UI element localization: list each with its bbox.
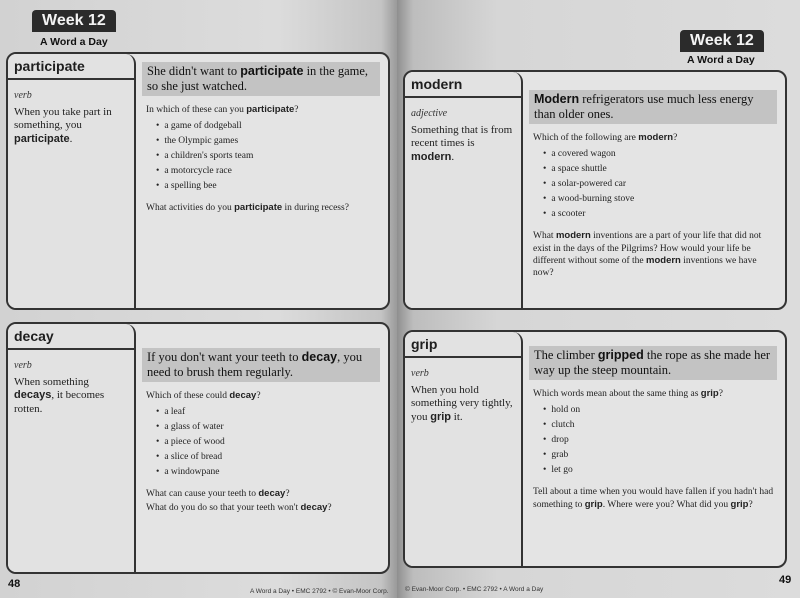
part-of-speech: verb: [411, 368, 429, 379]
list-item: • let go: [543, 463, 777, 478]
card-content: [523, 332, 785, 566]
list-item: • a windowpane: [156, 465, 380, 480]
list-item: • drop: [543, 433, 777, 448]
list-item: • a motorcycle race: [156, 164, 380, 179]
word-card-participate: [6, 52, 390, 310]
example-sentence: She didn't want to participate in the game, so she just watched.: [142, 62, 380, 96]
left-page: [0, 0, 397, 598]
option-list: [543, 403, 777, 478]
card-content: [523, 72, 785, 308]
page-subtitle: A Word a Day: [687, 54, 755, 66]
followup-question: What can cause your teeth to decay?: [146, 488, 290, 500]
card-content: [136, 324, 388, 572]
followup-question-2: What do you do so that your teeth won't decay?: [146, 501, 332, 513]
list-item: • a space shuttle: [543, 162, 777, 177]
vocab-word: decay: [8, 328, 134, 350]
vocab-word: participate: [8, 58, 134, 80]
list-item: • a leaf: [156, 405, 380, 420]
option-list: [156, 405, 380, 480]
list-item: • a solar-powered car: [543, 177, 777, 192]
example-sentence: Modern refrigerators use much less energy than older ones.: [529, 90, 777, 124]
example-sentence: If you don't want your teeth to decay, you need to brush them regularly.: [142, 348, 380, 382]
definition: When you take part in something, you participate.: [14, 106, 112, 145]
list-item: • a spelling bee: [156, 179, 380, 194]
question: In which of these can you participate?: [146, 104, 299, 115]
page-number: 49: [779, 574, 792, 586]
list-item: • a slice of bread: [156, 450, 380, 465]
card-content: [136, 54, 388, 308]
list-item: • a wood-burning stove: [543, 192, 777, 207]
word-card-decay: [6, 322, 390, 574]
word-card-grip: [403, 330, 787, 568]
word-card-modern: [403, 70, 787, 310]
list-item: • hold on: [543, 403, 777, 418]
definition: Something that is from recent times is modern.: [411, 124, 513, 163]
followup-question: What modern inventions are a part of your life that did not exist in the days of the Pilgrims? How would your life be different without some of the modern inventions we have now?: [533, 230, 762, 279]
option-list: [543, 147, 777, 222]
week-label: Week 12: [32, 10, 116, 32]
list-item: • a game of dodgeball: [156, 119, 380, 134]
list-item: • a scooter: [543, 207, 777, 222]
week-label: Week 12: [680, 30, 764, 52]
question: Which of the following are modern?: [533, 132, 678, 143]
page-subtitle: A Word a Day: [40, 36, 108, 48]
definition: When something decays, it becomes rotten.: [14, 376, 105, 415]
question: Which of these could decay?: [146, 390, 261, 401]
list-item: • clutch: [543, 418, 777, 433]
word-column: [8, 324, 136, 572]
option-list: [156, 119, 380, 194]
part-of-speech: verb: [14, 90, 32, 101]
page-footer: A Word a Day • EMC 2792 • © Evan-Moor Corp.: [250, 588, 389, 595]
word-column: [8, 54, 136, 308]
list-item: • a children's sports team: [156, 149, 380, 164]
question: Which words mean about the same thing as grip?: [533, 388, 723, 399]
word-column: [405, 332, 523, 566]
followup-question: Tell about a time when you would have fallen if you hadn't had something to grip. Where were you? What did you grip?: [533, 487, 774, 510]
list-item: • grab: [543, 448, 777, 463]
list-item: • a piece of wood: [156, 435, 380, 450]
example-sentence: The climber gripped the rope as she made her way up the steep mountain.: [529, 346, 777, 380]
list-item: • a covered wagon: [543, 147, 777, 162]
vocab-word: modern: [405, 76, 521, 98]
list-item: • a glass of water: [156, 420, 380, 435]
list-item: • the Olympic games: [156, 134, 380, 149]
vocab-word: grip: [405, 336, 521, 358]
page-footer: © Evan-Moor Corp. • EMC 2792 • A Word a Day: [405, 586, 544, 593]
part-of-speech: verb: [14, 360, 32, 371]
followup-question: What activities do you participate in during recess?: [146, 202, 349, 214]
page-number: 48: [8, 578, 21, 590]
definition: When you hold something very tightly, you grip it.: [411, 384, 513, 423]
word-column: [405, 72, 523, 308]
right-page: [397, 0, 800, 598]
part-of-speech: adjective: [411, 108, 448, 119]
